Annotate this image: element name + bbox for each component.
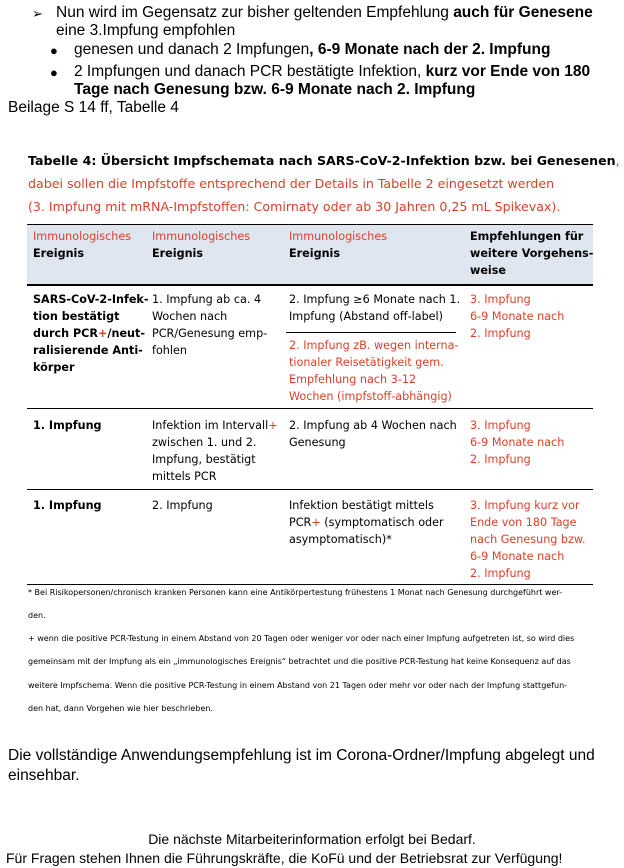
table-title-comma: , xyxy=(615,153,620,168)
row3-col4-line: 2. Impfung xyxy=(470,567,531,580)
row2-bottom-rule xyxy=(27,489,593,490)
row1-col3b-line: tionaler Reisetätigkeit gem. xyxy=(289,356,444,369)
bullet-item-2-text: 2 Impfungen und danach PCR bestätigte Infektion, xyxy=(74,63,426,80)
table-title-text: Tabelle 4: Übersicht Impfschemata nach SARS-CoV-2-Infektion bzw. bei Genesenen xyxy=(28,153,616,168)
row2-col2-line: mittels PCR xyxy=(152,470,217,483)
row2-col1: 1. Impfung xyxy=(33,419,102,432)
row1-col1-line: ralisierende Anti- xyxy=(33,344,143,357)
row1-col3a-line: 2. Impfung ≥6 Monate nach 1. xyxy=(289,293,461,306)
header-col-3-line1: Immunologisches xyxy=(289,230,388,243)
row3-col2: 2. Impfung xyxy=(152,499,213,512)
row1-col1-line xyxy=(33,325,149,342)
row1-col1-line: SARS-CoV-2-Infek- xyxy=(33,293,149,306)
row1-col4-line: 3. Impfung xyxy=(470,293,531,306)
row1-col2-line: 1. Impfung ab ca. 4 xyxy=(152,293,262,306)
row1-col3b-line: Empfehlung nach 3-12 xyxy=(289,373,417,386)
row1-col4-line: 2. Impfung xyxy=(470,327,531,340)
header-col-4-line3: weise xyxy=(470,264,507,277)
row1-col4 xyxy=(470,291,564,342)
row2-col4 xyxy=(470,417,564,468)
bullet-item-2-line2: Tage nach Genesung bzw. 6-9 Monate nach 2. Impfung xyxy=(74,81,476,98)
row1-col4-line: 6-9 Monate nach xyxy=(470,310,565,323)
closing-paragraph-line2: einsehbar. xyxy=(8,767,80,784)
header-col-4 xyxy=(470,228,593,279)
bullet-dot-icon: ● xyxy=(50,65,58,80)
arrow-bullet-icon: ➢ xyxy=(32,6,43,21)
bullet-item-1-bold: , 6-9 Monate nach der 2. Impfung xyxy=(309,41,551,58)
row2-col4-line: 6-9 Monate nach xyxy=(470,436,565,449)
header-col-2-line2: Ereignis xyxy=(152,247,204,260)
row2-col2-line: zwischen 1. und 2. xyxy=(152,436,257,449)
row3-col3 xyxy=(289,497,444,548)
row3-col4-line: 6-9 Monate nach xyxy=(470,550,565,563)
row2-col3-line: Genesung xyxy=(289,436,346,449)
table-header-rule xyxy=(27,284,593,286)
row3-col3-pcr: PCR xyxy=(289,516,312,529)
row1-col3b-line: 2. Impfung zB. wegen interna- xyxy=(289,339,459,352)
next-info-text: Die nächste Mitarbeiterinformation erfolgt bei Bedarf. xyxy=(148,831,476,847)
row2-col3 xyxy=(289,417,457,451)
bullet-item-2-bold: kurz vor Ende von 180 xyxy=(425,63,591,80)
table-top-rule xyxy=(27,224,593,225)
row1-col1-line: körper xyxy=(33,361,75,374)
row1-col3a xyxy=(289,291,460,325)
table-bottom-rule xyxy=(27,584,593,585)
header-col-2-line1: Immunologisches xyxy=(152,230,251,243)
row1-col1-neut: /neut- xyxy=(107,327,145,340)
header-col-1-line1: Immunologisches xyxy=(33,230,132,243)
footnote-1: * Bei Risikopersonen/chronisch kranken Personen kann eine Antikörpertestung frühestens 1 Monat nach Genesung durchgeführt wer- xyxy=(28,588,563,597)
footnote-1-cont: den. xyxy=(28,611,46,620)
header-col-2 xyxy=(152,228,250,262)
row3-col3-line xyxy=(289,514,444,531)
row1-subdivider xyxy=(286,332,456,333)
row1-col1-line: tion bestätigt xyxy=(33,310,120,323)
row1-col3b xyxy=(289,337,458,405)
row2-col2-plus: + xyxy=(268,419,278,432)
arrow-line-2: eine 3.Impfung empfohlen xyxy=(56,22,236,39)
header-col-4-line2: weitere Vorgehens- xyxy=(470,247,594,260)
row1-col1 xyxy=(33,291,149,376)
row1-col1-plus: + xyxy=(98,327,108,340)
top-section xyxy=(0,0,624,120)
bullet-item-1-text: genesen und danach 2 Impfungen xyxy=(74,41,310,58)
header-col-1 xyxy=(33,228,131,262)
row2-col3-line: 2. Impfung ab 4 Wochen nach xyxy=(289,419,457,432)
row2-col2 xyxy=(152,417,278,485)
row2-col2-intervall: Infektion im Intervall xyxy=(152,419,269,432)
reference-text: Beilage S 14 ff, Tabelle 4 xyxy=(8,99,179,116)
header-col-3 xyxy=(289,228,387,262)
header-col-3-line2: Ereignis xyxy=(289,247,341,260)
questions-text: Für Fragen stehen Ihnen die Führungskräfte, die KoFü und der Betriebsrat zur Verfügung! xyxy=(6,850,563,866)
footnote-2-cont: gemeinsam mit der Impfung als ein „immunologisches Ereignis“ betrachtet und die positive PCR-Testung hat keine Konsequenz auf das xyxy=(28,657,571,666)
arrow-line xyxy=(56,4,622,22)
row3-col3-line: asymptomatisch)* xyxy=(289,533,392,546)
row2-col4-line: 3. Impfung xyxy=(470,419,531,432)
row1-col2-line: Wochen nach xyxy=(152,310,228,323)
row1-col2-line: PCR/Genesung emp- xyxy=(152,327,268,340)
bullet-item-2 xyxy=(74,63,590,81)
table-subtitle-2: (3. Impfung mit mRNA-Impfstoffen: Comirnaty oder ab 30 Jahren 0,25 mL Spikevax). xyxy=(28,199,561,214)
bullet-dot-icon: ● xyxy=(50,43,58,58)
arrow-line-text: Nun wird im Gegensatz zur bisher geltenden Empfehlung xyxy=(56,4,454,21)
row1-col2 xyxy=(152,291,267,359)
row3-col3-line: Infektion bestätigt mittels xyxy=(289,499,434,512)
row2-col4-line: 2. Impfung xyxy=(470,453,531,466)
footnote-2: + wenn die positive PCR-Testung in einem Abstand von 20 Tagen oder weniger vor oder nach einer Impfung aufgetreten ist, so wird dies xyxy=(28,634,575,643)
row3-col4-line: nach Genesung bzw. xyxy=(470,533,586,546)
row3-col3-symptom: (symptomatisch oder xyxy=(320,516,444,529)
row3-col4-line: Ende von 180 Tage xyxy=(470,516,577,529)
row3-col3-plus: + xyxy=(311,516,321,529)
row1-col1-pcr: durch PCR xyxy=(33,327,99,340)
row1-col2-line: fohlen xyxy=(152,344,187,357)
row3-col4 xyxy=(470,497,586,582)
footnote-2-cont: weitere Impfschema. Wenn die positive PCR-Testung in einem Abstand von 21 Tagen oder mehr vor oder nach der Impfung stattgefun- xyxy=(28,681,568,690)
row2-col2-line xyxy=(152,417,278,434)
arrow-line-bold: auch für Genesene xyxy=(453,4,593,21)
row3-col4-line: 3. Impfung kurz vor xyxy=(470,499,580,512)
row1-col3b-line: Wochen (impfstoff-abhängig) xyxy=(289,390,452,403)
table-subtitle: dabei sollen die Impfstoffe entsprechend der Details in Tabelle 2 eingesetzt werden xyxy=(28,176,555,191)
header-col-1-line2: Ereignis xyxy=(33,247,85,260)
row1-bottom-rule xyxy=(27,408,593,409)
row3-col1: 1. Impfung xyxy=(33,499,102,512)
bullet-item-1 xyxy=(74,41,550,59)
closing-paragraph-line1: Die vollständige Anwendungsempfehlung ist im Corona-Ordner/Impfung abgelegt und xyxy=(8,747,595,764)
row2-col2-line: Impfung, bestätigt xyxy=(152,453,256,466)
header-col-4-line1: Empfehlungen für xyxy=(470,230,584,243)
table-title xyxy=(28,150,620,171)
row1-col3a-line: Impfung (Abstand off-label) xyxy=(289,310,444,323)
footnote-2-cont: den hat, dann Vorgehen wie hier beschrieben. xyxy=(28,704,213,713)
